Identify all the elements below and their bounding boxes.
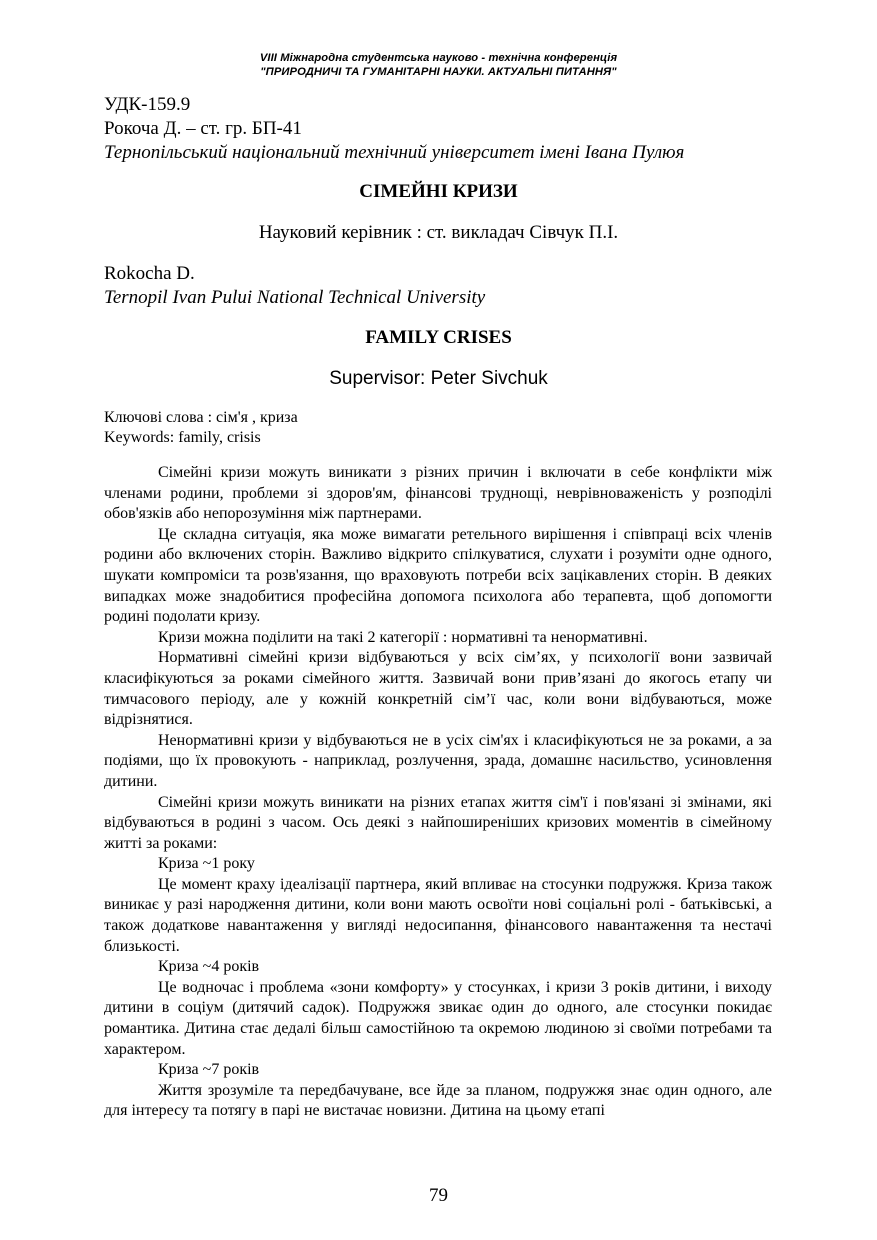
body-paragraph: Кризи можна поділити на такі 2 категорії : нормативні та ненормативні. <box>158 628 648 646</box>
article-body <box>104 463 772 1122</box>
conference-header-line-2: "ПРИРОДНИЧІ ТА ГУМАНІТАРНІ НАУКИ. АКТУАЛЬНІ ПИТАННЯ" <box>260 66 617 78</box>
conference-header <box>0 51 877 79</box>
supervisor-english: Supervisor: Peter Sivchuk <box>329 368 548 389</box>
body-paragraph: Це момент краху ідеалізації партнера, який впливає на стосунки подружжя. Криза також виникає у разі народження дитини, коли вони мають освоїти нові соціальні ролі - батьківські, а також додаткове навантаження у вигляді недосипання, фінансового навантаження та нестачі близькості. <box>104 875 772 955</box>
title-english: FAMILY CRISES <box>365 327 512 348</box>
conference-header-line-1: VIII Міжнародна студентська науково - технічна конференція <box>259 52 618 64</box>
university-english: Ternopil Ivan Pului National Technical University <box>104 287 486 308</box>
subheading-crisis-1-year: Криза ~1 року <box>158 855 255 873</box>
udk-code: УДК-159.9 <box>104 94 191 115</box>
body-paragraph: Сімейні кризи можуть виникати на різних етапах життя сім'ї і пов'язані зі змінами, які відбуваються в родині з часом. Ось деякі з найпоширеніших кризових моментів в сімейному житті за роками: <box>104 793 772 852</box>
body-paragraph: Це водночас і проблема «зони комфорту» у стосунках, і кризи 3 років дитини, і виходу дитини в соціум (дитячий садок). Подружжя звикає один до одного, але стосунки покидає романтика. Дитина стає дедалі більш самостійною та окремою людиною зі своїми потребами та характером. <box>104 978 772 1058</box>
title-ukrainian: СІМЕЙНІ КРИЗИ <box>359 181 518 202</box>
university-ukrainian: Тернопільський національний технічний університет імені Івана Пулюя <box>104 142 685 163</box>
author-english: Rokocha D. <box>104 263 195 284</box>
author-ukrainian: Рокоча Д. – ст. гр. БП-41 <box>104 118 302 139</box>
subheading-crisis-4-years: Криза ~4 років <box>158 958 260 976</box>
body-paragraph: Нормативні сімейні кризи відбуваються у всіх сім’ях, у психології вони зазвичай класифікуються за роками сімейного життя. Зазвичай вони прив’язані до якогось етапу чи тимчасового періоду, але у кожній конкретній сім’ї час, коли вони відбуваються, може відрізнятися. <box>104 649 772 729</box>
keywords-ukrainian: Ключові слова : сім'я , криза <box>104 409 298 426</box>
body-paragraph: Це складна ситуація, яка може вимагати ретельного вирішення і співпраці всіх членів родини або включених сторін. Важливо відкрито спілкуватися, слухати і розуміти одне одного, шукати компроміси та розв'язання, що враховують потреби всіх зацікавлених сторін. В деяких випадках може знадобитися професійна допомога психолога або терапевта, щоб допомогти родині подолати кризу. <box>104 525 772 626</box>
body-paragraph: Ненормативні кризи у відбуваються не в усіх сім'ях і класифікуються не за роками, а за подіями, що їх провокують - наприклад, розлучення, зрада, домашнє насильство, усиновлення дитини. <box>104 731 772 790</box>
supervisor-ukrainian: Науковий керівник : ст. викладач Сівчук П.І. <box>258 222 619 243</box>
body-paragraph: Сімейні кризи можуть виникати з різних причин і включати в себе конфлікти між членами родини, проблеми зі здоров'ям, фінансові труднощі, неврівноваженість у розподілі обов'язків або непорозуміння між партнерами. <box>104 464 772 523</box>
subheading-crisis-7-years: Криза ~7 років <box>158 1061 260 1079</box>
page-number: 79 <box>429 1185 448 1206</box>
body-paragraph: Життя зрозуміле та передбачуване, все йде за планом, подружжя знає один одного, але для інтересу та потягу в парі не вистачає новизни. Дитина на цьому етапі <box>104 1081 772 1120</box>
keywords-english: Keywords: family, crisis <box>104 429 261 446</box>
